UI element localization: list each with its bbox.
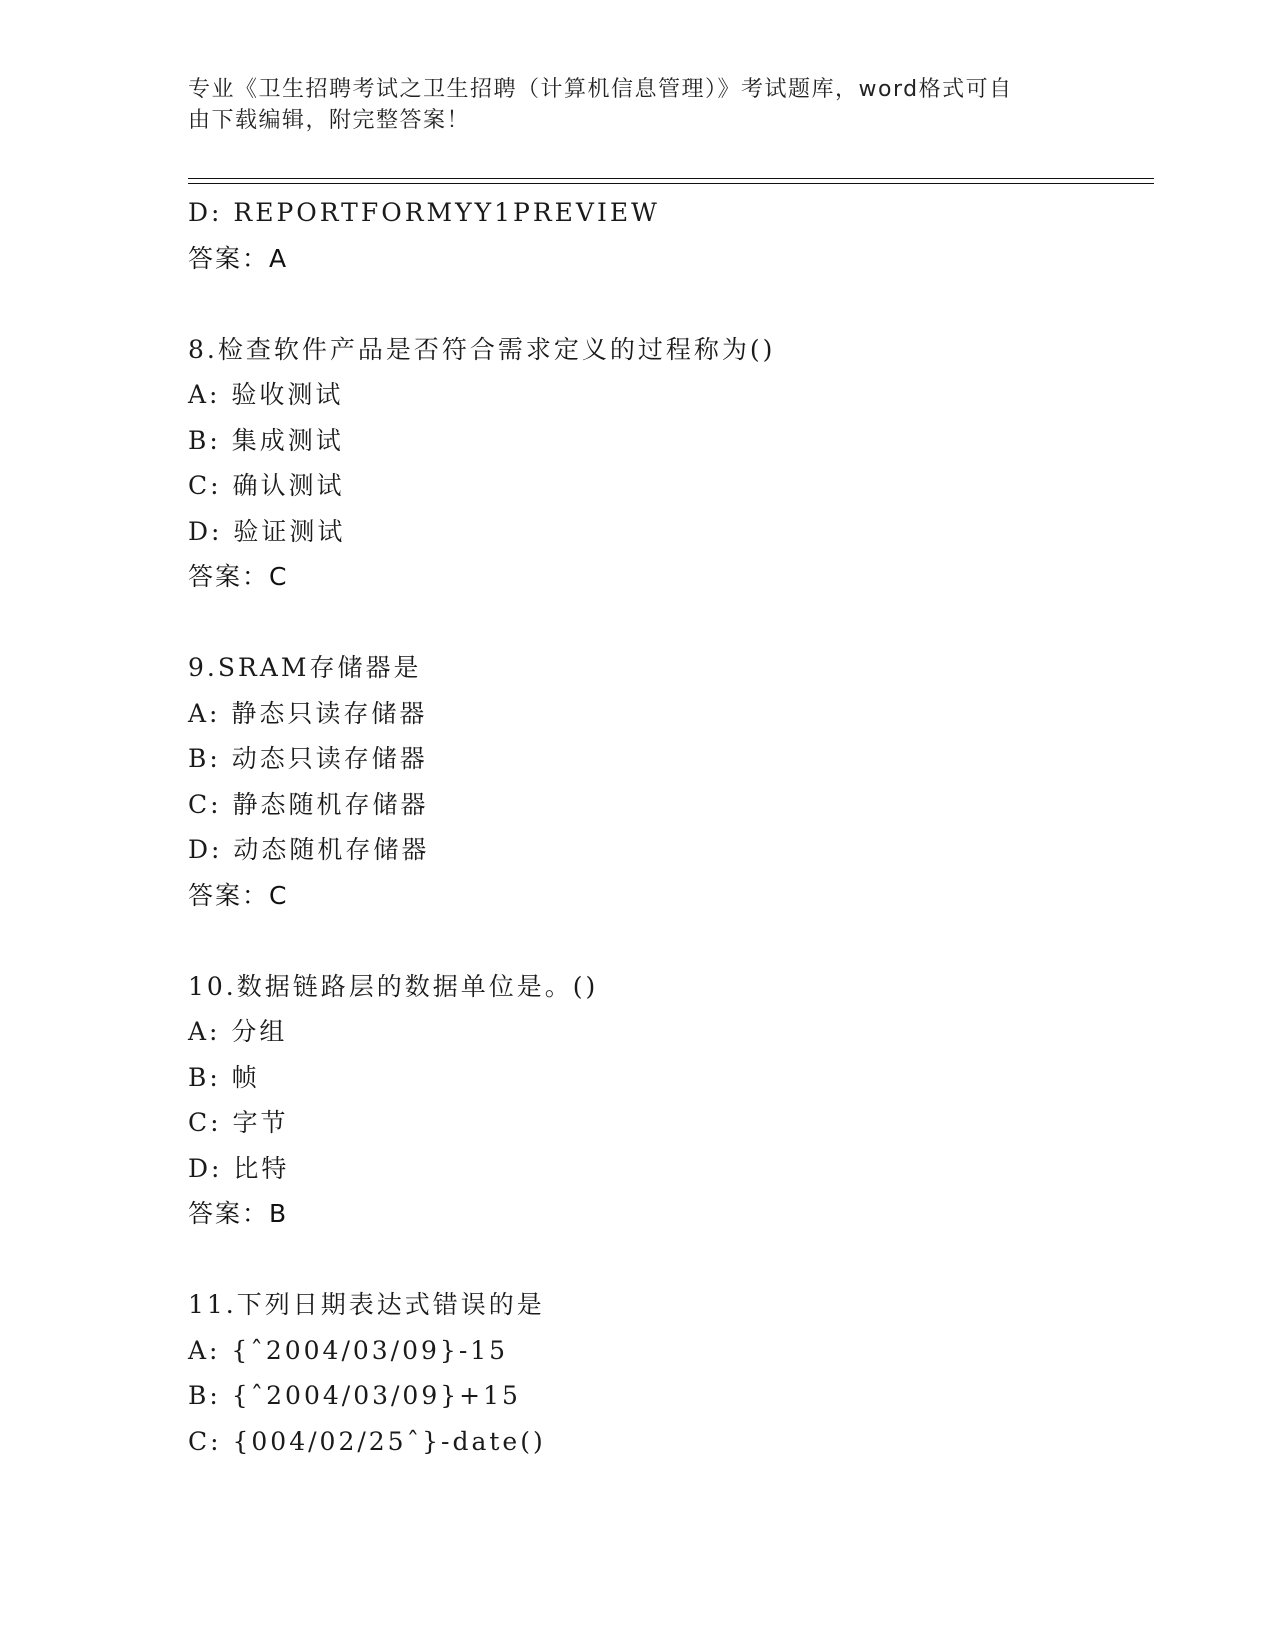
- answer: 答案：C: [188, 562, 289, 591]
- answer: 答案：C: [188, 880, 289, 910]
- question-text: 8.检查软件产品是否符合需求定义的过程称为(): [188, 334, 776, 364]
- option-a: A: 静态只读存储器: [188, 698, 428, 728]
- option-a: A: 分组: [188, 1017, 288, 1046]
- header-divider: [188, 178, 1154, 184]
- prev-option-d: D: REPORTFORMYY1PREVIEW: [188, 198, 660, 227]
- header-line-1: 专业《卫生招聘考试之卫生招聘（计算机信息管理）》考试题库，word格式可自: [188, 77, 1013, 102]
- option-a: A: {ˆ2004/03/09}-15: [188, 1335, 509, 1365]
- question-text: 11.下列日期表达式错误的是: [188, 1290, 545, 1319]
- answer: 答案：B: [188, 1199, 289, 1228]
- question-8: [188, 327, 1154, 600]
- header-line-2: 由下载编辑，附完整答案！: [188, 108, 471, 133]
- option-a: A: 验收测试: [188, 380, 344, 409]
- spacer: [188, 600, 1154, 646]
- question-text: 10.数据链路层的数据单位是。(): [188, 971, 599, 1001]
- prev-answer: 答案：A: [188, 243, 289, 273]
- option-c: C: {004/02/25ˆ}-date(): [188, 1426, 546, 1456]
- spacer: [188, 918, 1154, 964]
- option-b: B: 帧: [188, 1062, 260, 1092]
- option-d: D: 动态随机存储器: [188, 835, 430, 864]
- question-text: 9.SRAM存储器是: [188, 653, 422, 682]
- option-c: C: 字节: [188, 1108, 289, 1137]
- question-11: [188, 1282, 1154, 1464]
- question-10: [188, 964, 1154, 1237]
- option-b: B: {ˆ2004/03/09}+15: [188, 1381, 521, 1410]
- option-b: B: 集成测试: [188, 425, 344, 455]
- question-list: [188, 190, 1154, 1464]
- option-d: D: 验证测试: [188, 516, 346, 546]
- spacer: [188, 281, 1154, 327]
- option-c: C: 确认测试: [188, 471, 345, 500]
- spacer: [188, 1237, 1154, 1283]
- option-c: C: 静态随机存储器: [188, 789, 429, 819]
- document-header: [188, 74, 1068, 136]
- option-b: B: 动态只读存储器: [188, 744, 428, 773]
- option-d: D: 比特: [188, 1153, 290, 1183]
- question-9: [188, 645, 1154, 918]
